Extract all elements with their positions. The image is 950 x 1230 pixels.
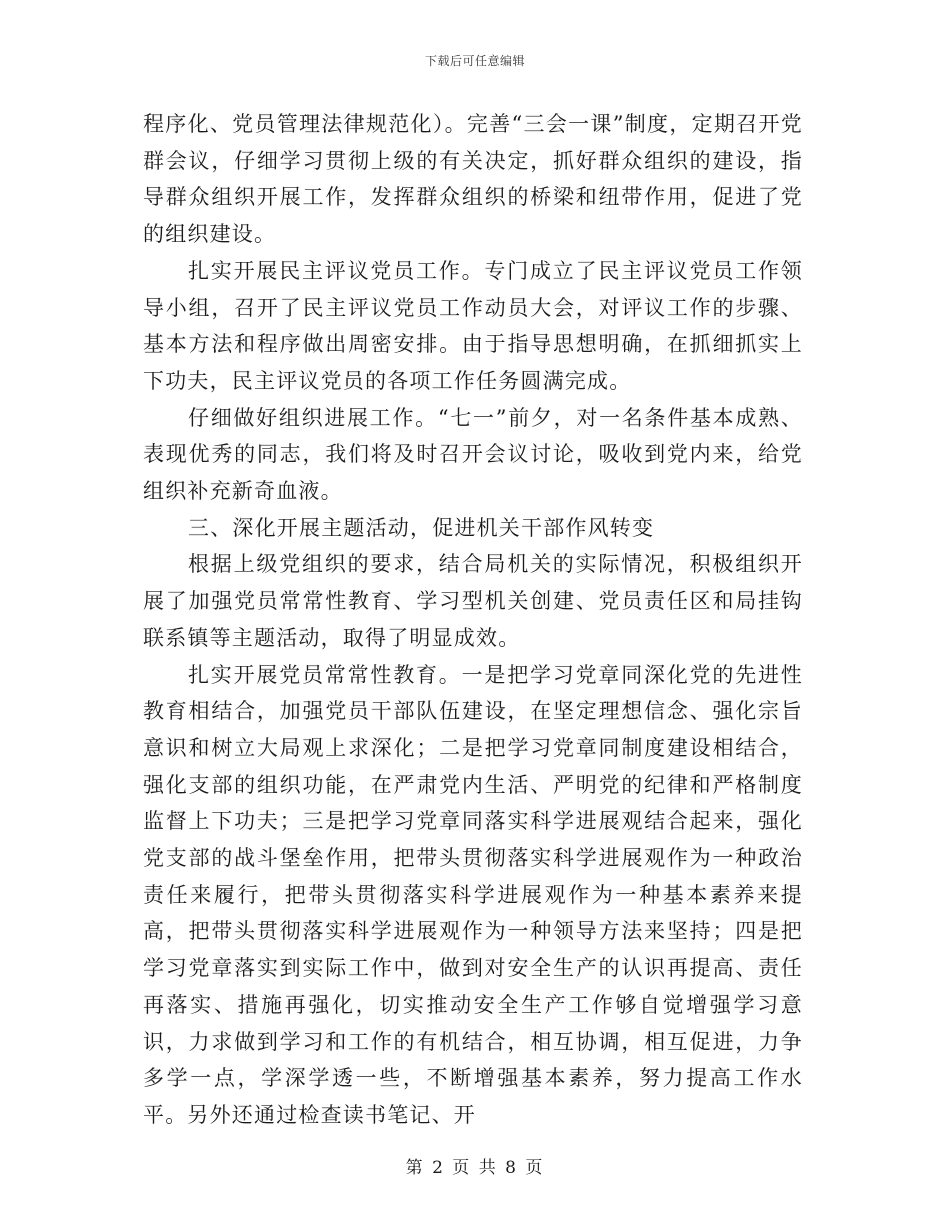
paragraph-continuation: 程序化、党员管理法律规范化）。完善“三会一课”制度，定期召开党群会议，仔细学习贯彻上级的有关决定，抓好群众组织的建设，指导群众组织开展工作，发挥群众组织的桥梁和纽带作用，促进了党的组织建设。 — [143, 112, 803, 247]
section-heading-3: 三、深化开展主题活动，促进机关干部作风转变 — [188, 515, 655, 540]
page-number-footer: 第 2 页 共 8 页 — [405, 1158, 545, 1178]
paragraph-organization-development: 仔细做好组织进展工作。“七一”前夕，对一名条件基本成熟、表现优秀的同志，我们将及时召开会议讨论，吸收到党内来，给党组织补充新奇血液。 — [143, 405, 803, 504]
paragraph-theme-activities: 根据上级党组织的要求，结合局机关的实际情况，积极组织开展了加强党员常常性教育、学习型机关创建、党员责任区和局挂钩联系镇等主题活动，取得了明显成效。 — [143, 552, 803, 650]
document-body — [143, 106, 803, 1134]
paragraph-regular-education: 扎实开展党员常常性教育。一是把学习党章同深化党的先进性教育相结合，加强党员干部队伍建设，在坚定理想信念、强化宗旨意识和树立大局观上求深化；二是把学习党章同制度建设相结合，强化支部的组织功能，在严肃党内生活、严明党的纪律和严格制度监督上下功夫；三是把学习党章同落实科学进展观结合起来，强化党支部的战斗堡垒作用，把带头贯彻落实科学进展观作为一种政治责任来履行，把带头贯彻落实科学进展观作为一种基本素养来提高，把带头贯彻落实科学进展观作为一种领导方法来坚持；四是把学习党章落实到实际工作中，做到对安全生产的认识再提高、责任再落实、措施再强化，切实推动安全生产工作够自觉增强学习意识，力求做到学习和工作的有机结合，相互协调，相互促进，力争多学一点，学深学透一些，不断增强基本素养，努力提高工作水平。另外还通过检查读书笔记、开 — [143, 662, 803, 1127]
page-header: 下载后可任意编辑 — [424, 54, 525, 68]
paragraph-democratic-review: 扎实开展民主评议党员工作。专门成立了民主评议党员工作领导小组，召开了民主评议党员工作动员大会，对评议工作的步骤、基本方法和程序做出周密安排。由于指导思想明确，在抓细抓实上下功夫，民主评议党员的各项工作任务圆满完成。 — [143, 258, 803, 393]
